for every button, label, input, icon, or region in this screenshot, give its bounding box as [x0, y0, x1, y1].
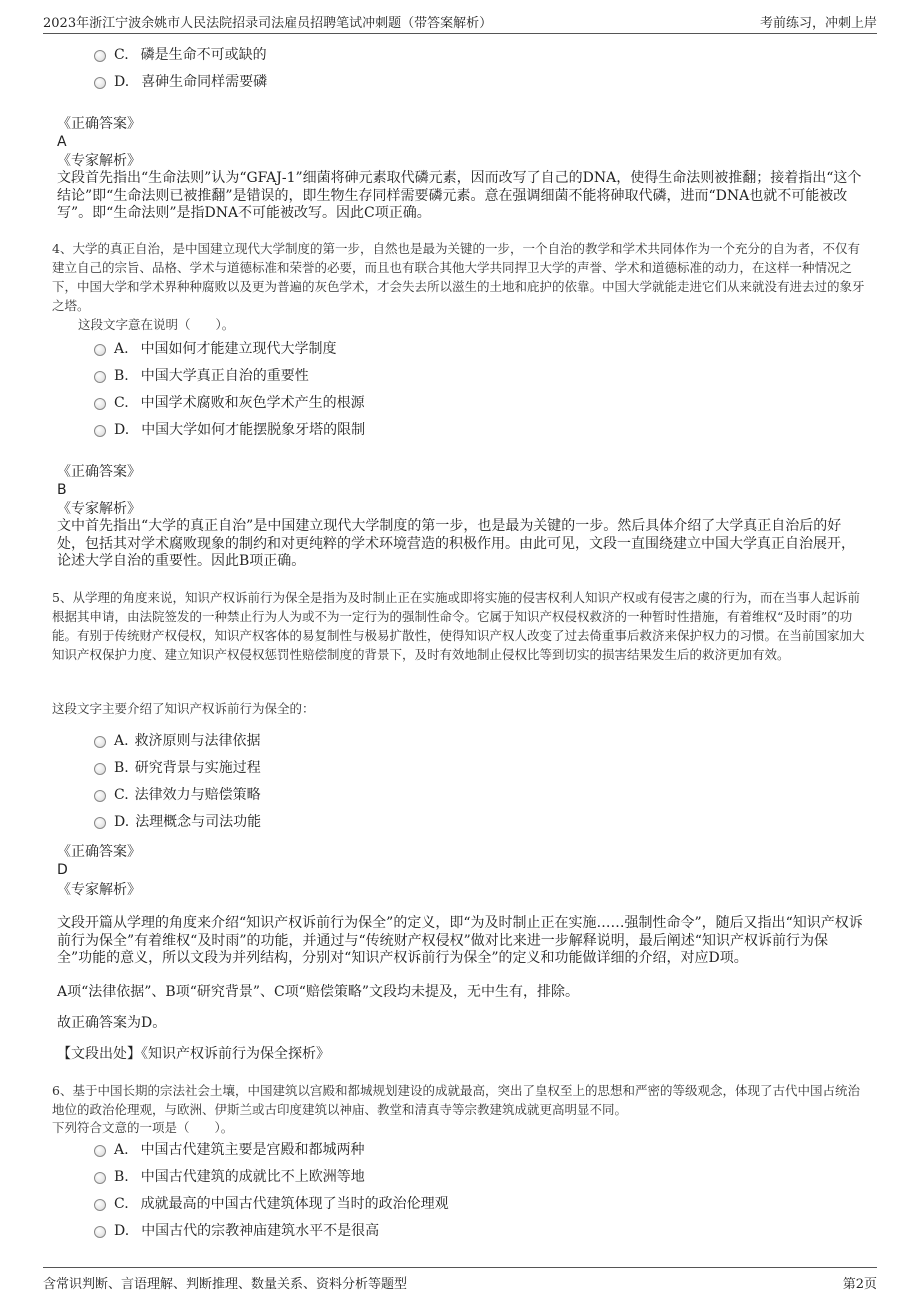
q5-source: 【文段出处】《知识产权诉前行为保全探析》 [57, 1046, 330, 1062]
q6-option-a[interactable]: A. 中国古代建筑主要是宫殿和都城两种 [94, 1139, 365, 1161]
radio-icon[interactable] [94, 1226, 106, 1238]
q3-option-c[interactable]: C. 磷是生命不可或缺的 [94, 44, 267, 66]
footer-note: 含常识判断、言语理解、判断推理、数量关系、资料分析等题型 [43, 1277, 408, 1292]
q4-answer-label: 《正确答案》 [57, 464, 141, 480]
q5-stem: 5、从学理的角度来说，知识产权诉前行为保全是指为及时制止正在实施或即将实施的侵害权利人知识产权或有侵害之虞的行为，而在当事人起诉前根据其申请，由法院签发的一种禁止行为人为或不为一定行为的强制性命令。它属于知识产权侵权救济的一种暂时性措施，有着维权“及时雨”的功能。有别于传统财产权侵权，知识产权客体的易复制性与极易扩散性，使得知识产权人改变了过去倚重事后救济来保护权力的习惯。在当前国家加大知识产权保护力度、建立知识产权侵权惩罚性赔偿制度的背景下，及时有效地制止侵权比等到切实的损害结果发生后的救济更加有效。 [52, 590, 865, 662]
radio-icon[interactable] [94, 817, 106, 829]
q3-option-d[interactable]: D. 喜砷生命同样需要磷 [94, 71, 267, 93]
page-header [43, 10, 877, 34]
q4-analysis: 文中首先指出“大学的真正自治”是中国建立现代大学制度的第一步，也是最为关键的一步。然后具体介绍了大学真正自治后的好处，包括其对学术腐败现象的制约和对更纯粹的学术环境营造的积极作用。由此可见，文段一直围绕建立中国大学真正自治展开，论述大学自治的重要性。因此B项正确。 [57, 518, 855, 569]
q4-stem: 4、大学的真正自治，是中国建立现代大学制度的第一步，自然也是最为关键的一步，一个自治的教学和学术共同体作为一个充分的自为者，不仅有建立自己的宗旨、品格、学术与道德标准和荣誉的必要，而且也有联合其他大学共同捍卫大学的声誉、学术和道德标准的动力，在这样一种情况之下，中国大学和学术界种种腐败以及更为普遍的灰色学术，才会失去所以滋生的土地和庇护的依靠。中国大学就能走进它们从来就没有进去过的象牙之塔。 [52, 241, 865, 313]
q5-analysis-p1: 文段开篇从学理的角度来介绍“知识产权诉前行为保全”的定义，即“为及时制止正在实施……强制性命令”，随后又指出“知识产权诉前行为保全”有着维权“及时雨”的功能，并通过与“传统财产权侵权”做对比来进一步解释说明，最后阐述“知识产权诉前行为保全”功能的意义，所以文段为并列结构，分别对“知识产权诉前行为保全”的定义和功能做详细的介绍，对应D项。 [57, 915, 863, 966]
radio-icon[interactable] [94, 763, 106, 775]
radio-icon[interactable] [94, 736, 106, 748]
radio-icon[interactable] [94, 425, 106, 437]
q3-analysis-label: 《专家解析》 [57, 153, 141, 169]
radio-icon[interactable] [94, 398, 106, 410]
q6-stem: 6、基于中国长期的宗法社会土壤，中国建筑以宫殿和都城规划建设的成就最高，突出了皇权至上的思想和严密的等级观念，体现了古代中国占统治地位的政治伦理观，与欧洲、伊斯兰或古印度建筑以神庙、教堂和清真寺等宗教建筑成就更高明显不同。 [52, 1083, 860, 1117]
q6-option-c[interactable]: C. 成就最高的中国古代建筑体现了当时的政治伦理观 [94, 1193, 449, 1215]
q3-answer: A [57, 134, 67, 150]
page-footer [43, 1267, 877, 1291]
q5-answer-label: 《正确答案》 [57, 844, 141, 860]
radio-icon[interactable] [94, 1172, 106, 1184]
q5-analysis-label: 《专家解析》 [57, 882, 141, 898]
q5-option-b[interactable]: B. 研究背景与实施过程 [94, 757, 261, 779]
q4-option-a[interactable]: A. 中国如何才能建立现代大学制度 [94, 338, 337, 360]
q5-option-a[interactable]: A. 救济原则与法律依据 [94, 730, 261, 752]
header-title: 2023年浙江宁波余姚市人民法院招录司法雇员招聘笔试冲刺题（带答案解析） [43, 16, 493, 31]
q6-question: 下列符合文意的一项是（ ）。 [52, 1120, 234, 1135]
radio-icon[interactable] [94, 790, 106, 802]
q6-option-b[interactable]: B. 中国古代建筑的成就比不上欧洲等地 [94, 1166, 365, 1188]
radio-icon[interactable] [94, 50, 106, 62]
q5-answer: D [57, 862, 68, 878]
q4-option-b[interactable]: B. 中国大学真正自治的重要性 [94, 365, 309, 387]
q4-option-c[interactable]: C. 中国学术腐败和灰色学术产生的根源 [94, 392, 365, 414]
q5-analysis-p3: 故正确答案为D。 [57, 1015, 167, 1031]
q6-option-d[interactable]: D. 中国古代的宗教神庙建筑水平不是很高 [94, 1220, 379, 1242]
q5-question: 这段文字主要介绍了知识产权诉前行为保全的： [52, 701, 315, 716]
q4-analysis-label: 《专家解析》 [57, 501, 141, 517]
page-number: 第2页 [842, 1277, 877, 1292]
q4-question: 这段文字意在说明（ ）。 [78, 317, 235, 332]
radio-icon[interactable] [94, 371, 106, 383]
header-slogan: 考前练习，冲刺上岸 [759, 16, 877, 31]
q5-analysis-p2: A项“法律依据”、B项“研究背景”、C项“赔偿策略”文段均未提及，无中生有，排除。 [57, 984, 580, 1000]
q3-analysis: 文段首先指出“生命法则”认为“GFAJ-1”细菌将砷元素取代磷元素，因而改写了自己的DNA，使得生命法则被推翻；接着指出“这个结论”即“生命法则已被推翻”是错误的，即生物生存同样需要磷元素。意在强调细菌不能将砷取代磷，进而“DNA也就不可能被改写”。即“生命法则”是指DNA不可能被改写。因此C项正确。 [57, 170, 862, 221]
radio-icon[interactable] [94, 77, 106, 89]
radio-icon[interactable] [94, 1145, 106, 1157]
radio-icon[interactable] [94, 344, 106, 356]
q4-option-d[interactable]: D. 中国大学如何才能摆脱象牙塔的限制 [94, 419, 365, 441]
q4-answer: B [57, 482, 67, 498]
q5-option-d[interactable]: D. 法理概念与司法功能 [94, 811, 261, 833]
q3-answer-label: 《正确答案》 [57, 116, 141, 132]
q5-option-c[interactable]: C. 法律效力与赔偿策略 [94, 784, 261, 806]
radio-icon[interactable] [94, 1199, 106, 1211]
